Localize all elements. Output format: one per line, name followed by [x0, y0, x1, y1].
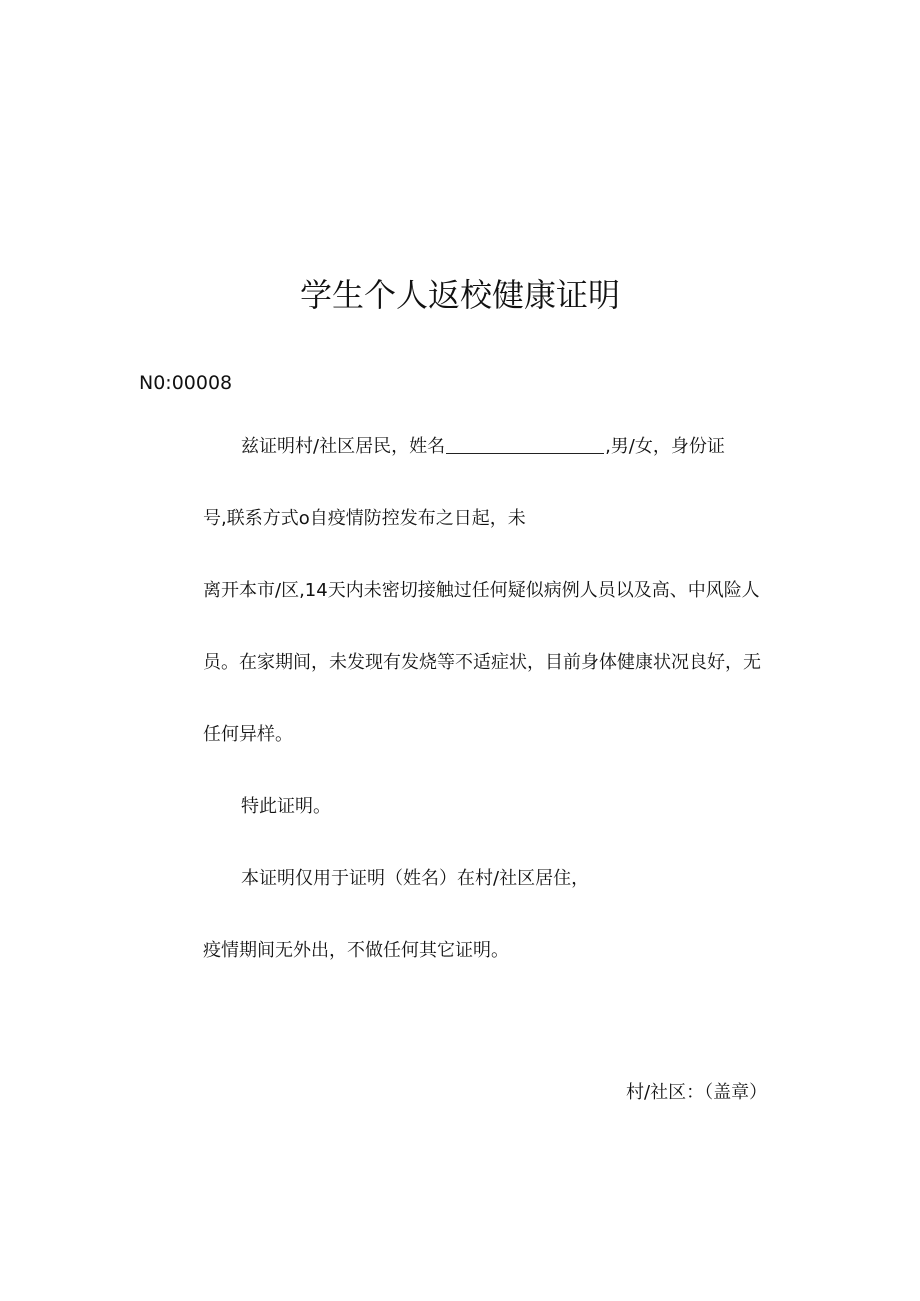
- body-line-3: 离开本市/区,14天内未密切接触过任何疑似病例人员以及高、中风险人: [203, 580, 760, 601]
- body-line-5: 任何异样。: [203, 724, 293, 745]
- name-blank-field: [446, 435, 604, 454]
- body-line-4: 员。在家期间，未发现有发烧等不适症状，目前身体健康状况良好，无: [203, 652, 761, 673]
- body-line-2: 号,联系方式o自疫情防控发布之日起，未: [203, 508, 526, 529]
- body-line-1-end: ,男/女，身份证: [605, 436, 725, 457]
- body-line-6: 特此证明。: [241, 796, 331, 817]
- document-title: 学生个人返校健康证明: [299, 276, 620, 314]
- body-line-1: [241, 434, 725, 460]
- body-line-7: 本证明仅用于证明（姓名）在村/社区居住，: [241, 868, 590, 889]
- document-number: N0:00008: [139, 372, 233, 394]
- signature-seal-line: 村/社区：（盖章）: [626, 1082, 768, 1103]
- body-line-1-start: 兹证明村/社区居民，姓名: [241, 436, 446, 457]
- body-line-8: 疫情期间无外出，不做任何其它证明。: [203, 940, 509, 961]
